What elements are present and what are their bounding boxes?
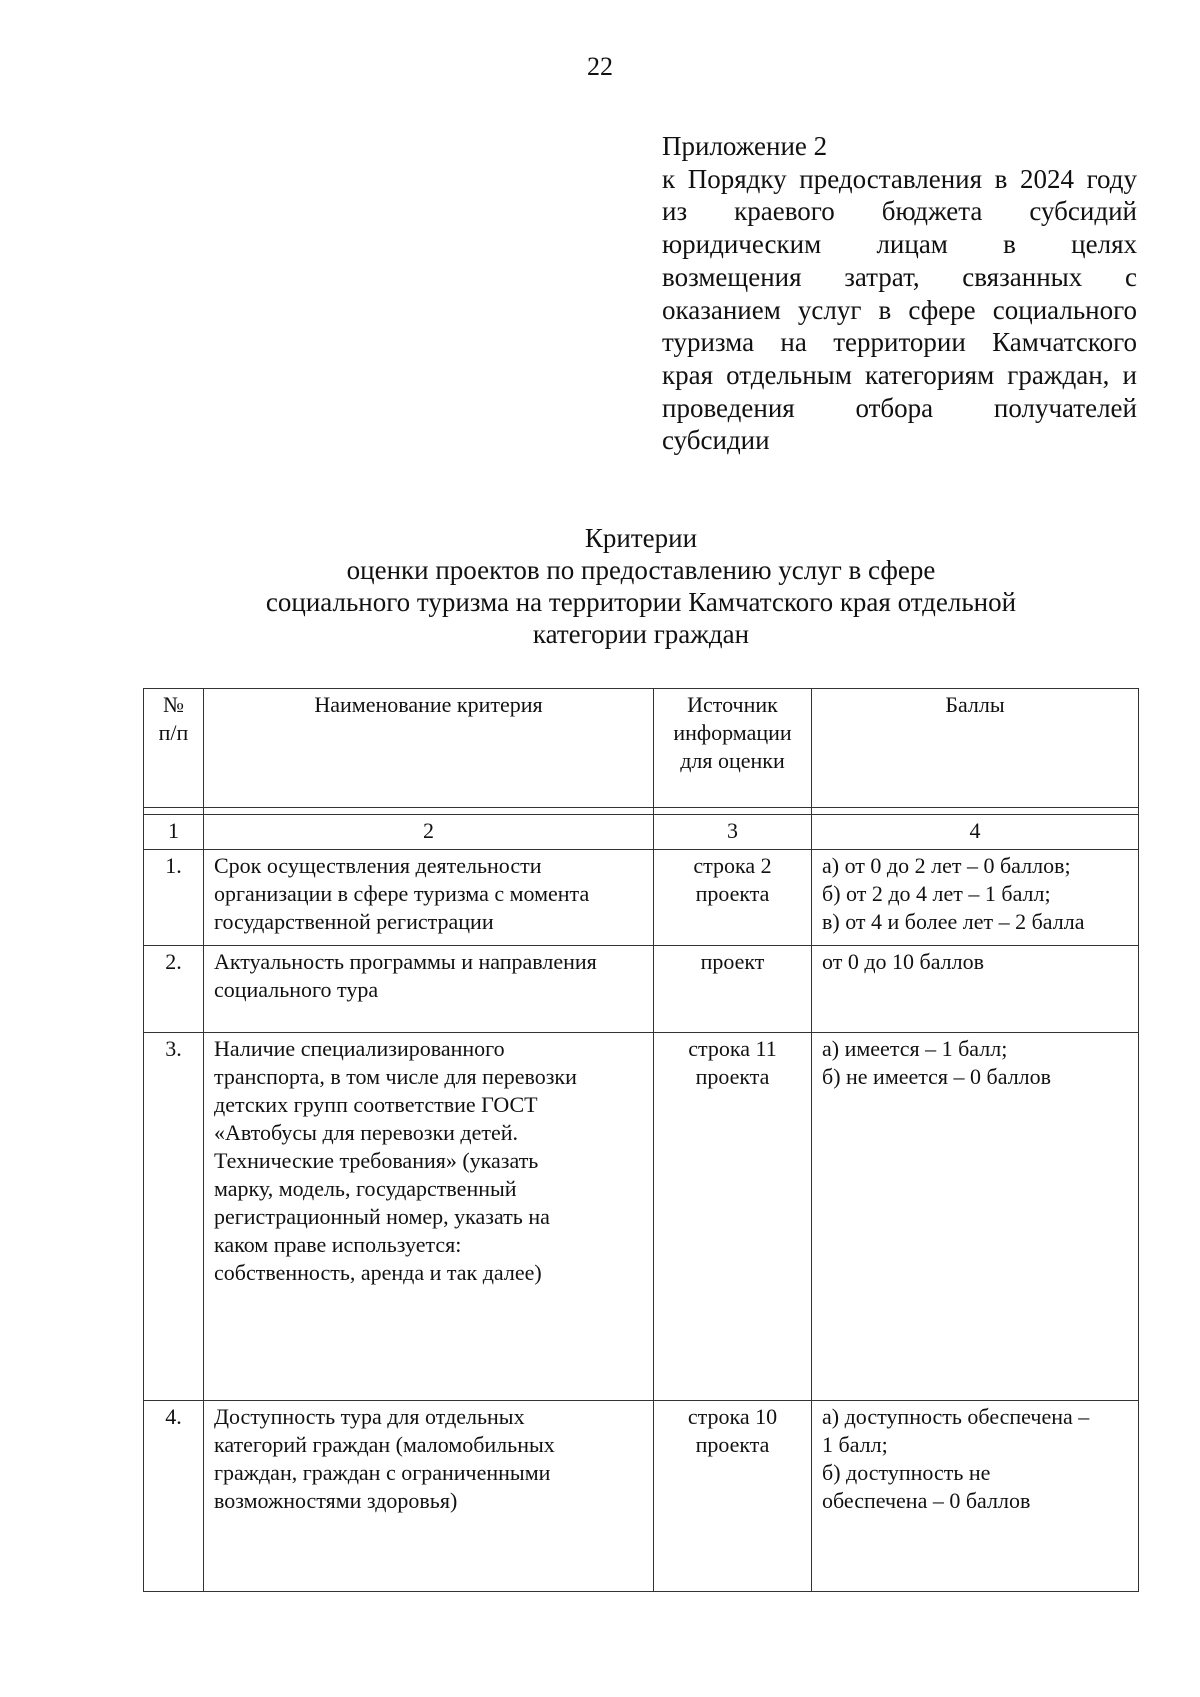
criterion-line: Срок осуществления деятельности [214, 853, 542, 878]
row-score [812, 946, 1139, 1033]
row-source [654, 1033, 812, 1401]
score-line: а) от 0 до 2 лет – 0 баллов; [822, 853, 1071, 878]
heading-title: Критерии [584, 523, 698, 553]
source-line: проекта [695, 1064, 770, 1089]
source-line: проекта [695, 1432, 770, 1457]
criterion-line: каком праве используется: [214, 1232, 462, 1257]
criteria-table [143, 688, 1139, 1592]
appendix-line: возмещения затрат, связанных с [662, 261, 1137, 292]
row-source [654, 946, 812, 1033]
appendix-line: к Порядку предоставления в 2024 году [662, 163, 1137, 194]
score-line: в) от 4 и более лет – 2 балла [822, 909, 1085, 934]
row-number: 4. [144, 1401, 204, 1592]
row-score [812, 1401, 1139, 1592]
document-heading [0, 522, 1200, 650]
source-line: проект [700, 949, 765, 974]
column-number: 3 [654, 815, 812, 850]
appendix-title: Приложение 2 [662, 131, 828, 161]
column-number-row [144, 815, 1139, 850]
row-criterion [204, 1033, 654, 1401]
score-line: б) доступность не [822, 1460, 991, 1485]
appendix-line: оказанием услуг в сфере социального [662, 294, 1137, 325]
score-line: б) от 2 до 4 лет – 1 балл; [822, 881, 1051, 906]
column-number: 1 [144, 815, 204, 850]
score-line: обеспечена – 0 баллов [822, 1488, 1031, 1513]
appendix-line: туризма на территории Камчатского [662, 327, 1137, 358]
criterion-line: детских групп соответствие ГОСТ [214, 1092, 538, 1117]
criterion-line: социального тура [214, 977, 379, 1002]
row-number: 2. [144, 946, 204, 1033]
table-row [144, 1033, 1139, 1401]
criterion-line: «Автобусы для перевозки детей. [214, 1120, 519, 1145]
criterion-line: возможностями здоровья) [214, 1488, 458, 1513]
row-score [812, 1033, 1139, 1401]
criterion-line: государственной регистрации [214, 909, 494, 934]
score-line: б) не имеется – 0 баллов [822, 1064, 1052, 1089]
heading-line: категории граждан [532, 619, 750, 649]
row-criterion [204, 850, 654, 946]
table-row [144, 946, 1139, 1033]
source-line: строка 2 [693, 853, 772, 878]
header-source [654, 689, 812, 808]
criterion-line: Доступность тура для отдельных [214, 1404, 525, 1429]
criterion-line: регистрационный номер, указать на [214, 1204, 550, 1229]
criterion-line: Технические требования» (указать [214, 1148, 539, 1173]
header-score: Баллы [812, 689, 1139, 808]
score-line: а) доступность обеспечена – [822, 1404, 1090, 1429]
heading-line: социального туризма на территории Камчатского края отдельной [265, 587, 1017, 617]
source-line: строка 10 [687, 1404, 778, 1429]
column-number: 4 [812, 815, 1139, 850]
row-source [654, 850, 812, 946]
row-source [654, 1401, 812, 1592]
score-line: 1 балл; [822, 1432, 888, 1457]
criterion-line: Актуальность программы и направления [214, 949, 597, 974]
table-header-row [144, 689, 1139, 808]
header-no-line: п/п [158, 720, 189, 745]
appendix-line: края отдельным категориям граждан, и [662, 359, 1137, 390]
row-score [812, 850, 1139, 946]
table-row [144, 850, 1139, 946]
header-no-line: № [163, 692, 184, 717]
heading-line: оценки проектов по предоставлению услуг в сфере [346, 555, 936, 585]
criterion-line: транспорта, в том числе для перевозки [214, 1064, 577, 1089]
appendix-line: из краевого бюджета субсидий [662, 196, 1137, 227]
header-source-line: информации [673, 720, 792, 745]
appendix-line: юридическим лицам в целях [662, 229, 1137, 260]
source-line: строка 11 [688, 1036, 777, 1061]
row-number: 1. [144, 850, 204, 946]
source-line: проекта [695, 881, 770, 906]
row-criterion [204, 1401, 654, 1592]
score-line: от 0 до 10 баллов [822, 949, 985, 974]
column-number: 2 [204, 815, 654, 850]
appendix-line: субсидии [662, 425, 770, 456]
header-separator [144, 808, 1139, 815]
page-number: 22 [587, 52, 613, 81]
appendix-block [662, 130, 1137, 457]
criterion-line: собственность, аренда и так далее) [214, 1260, 542, 1285]
row-number: 3. [144, 1033, 204, 1401]
criterion-line: организации в сфере туризма с момента [214, 881, 590, 906]
criterion-line: граждан, граждан с ограниченными [214, 1460, 551, 1485]
header-source-line: для оценки [680, 748, 785, 773]
score-line: а) имеется – 1 балл; [822, 1036, 1008, 1061]
header-source-line: Источник [687, 692, 778, 717]
criterion-line: Наличие специализированного [214, 1036, 505, 1061]
header-name: Наименование критерия [204, 689, 654, 808]
row-criterion [204, 946, 654, 1033]
criterion-line: категорий граждан (маломобильных [214, 1432, 555, 1457]
header-no [144, 689, 204, 808]
criterion-line: марку, модель, государственный [214, 1176, 517, 1201]
table-row [144, 1401, 1139, 1592]
appendix-line: проведения отбора получателей [662, 392, 1137, 423]
